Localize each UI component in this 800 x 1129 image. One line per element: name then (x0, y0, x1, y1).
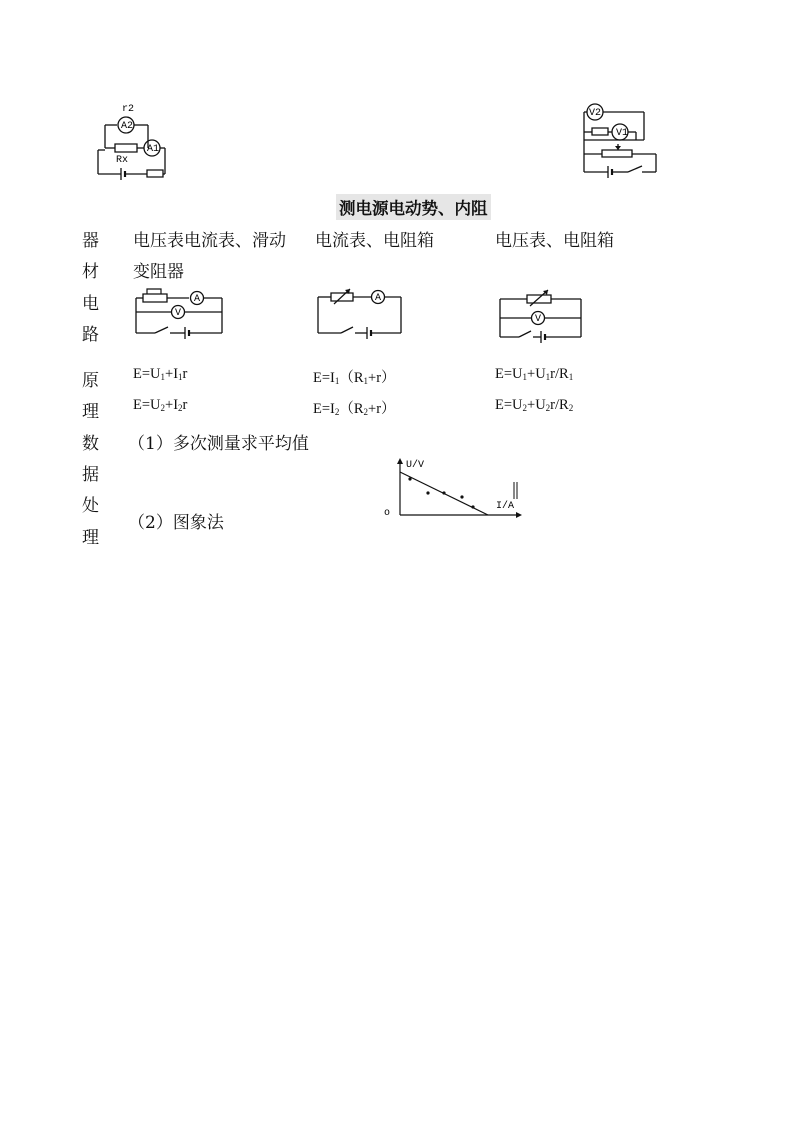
circuit-diagram-1 (133, 288, 233, 340)
formula-col3-row1: $E=U_1+U_1r/R_1$ (495, 366, 574, 382)
data-method-1: （1）多次测量求平均值 (128, 434, 309, 454)
row-label-equipment-2: 材 (82, 262, 99, 282)
svg-text:A: A (194, 294, 201, 305)
svg-text:V2: V2 (589, 108, 602, 119)
svg-text:A: A (375, 293, 382, 304)
rx-label: Rx (116, 155, 129, 166)
formula-col3-row2: $E=U_2+U_2r/R_2$ (495, 397, 574, 413)
top-left-circuit-diagram (95, 100, 185, 185)
data-point (408, 477, 411, 480)
equipment-col1-line2: 变阻器 (133, 262, 184, 282)
data-method-2: （2）图象法 (128, 513, 224, 533)
formula-col2-row2: $E=I_2(R_2+r)$ (313, 401, 396, 417)
rheostat-icon (143, 294, 167, 302)
row-label-circuit-1: 电 (82, 294, 99, 314)
rheostat-icon (602, 150, 632, 157)
data-point (442, 491, 445, 494)
page-title: 测电源电动势、内阻 (336, 194, 491, 220)
resistance-box-icon (527, 295, 551, 303)
svg-text:V1: V1 (616, 128, 629, 139)
svg-text:V: V (175, 308, 182, 319)
row-label-data-2: 据 (82, 465, 99, 485)
row-label-principle-1: 原 (82, 371, 99, 391)
row-label-equipment-1: 器 (82, 231, 99, 251)
row-label-circuit-2: 路 (82, 325, 99, 345)
data-point (471, 505, 474, 508)
data-point (426, 491, 429, 494)
svg-text:A2: A2 (121, 121, 134, 132)
equipment-col2: 电流表、电阻箱 (315, 231, 434, 251)
resistor-rx-icon (115, 144, 137, 152)
data-point (460, 495, 463, 498)
x-axis-label: I/A (496, 501, 515, 512)
top-right-circuit-diagram (578, 100, 663, 180)
formula-col1-row1: $E=U_1+I_1r$ (133, 366, 188, 382)
equipment-col1-line1: 电压表电流表、滑动 (133, 231, 286, 251)
row-label-data-1: 数 (82, 434, 99, 454)
y-axis-label: U/V (406, 460, 425, 471)
equipment-col3: 电压表、电阻箱 (495, 231, 614, 251)
row-label-data-4: 理 (82, 528, 99, 548)
row-label-principle-2: 理 (82, 402, 99, 422)
circuit-diagram-2 (315, 285, 410, 337)
formula-col2-row1: $E=I_1(R_1+r)$ (313, 370, 396, 386)
svg-text:A1: A1 (147, 144, 160, 155)
u-i-graph (380, 455, 540, 530)
svg-text:V: V (535, 314, 542, 325)
origin-label: o (384, 508, 391, 519)
r2-label: r2 (122, 104, 135, 115)
row-label-data-3: 处 (82, 496, 99, 516)
circuit-diagram-3 (497, 287, 587, 342)
formula-col1-row2: $E=U_2+I_2r$ (133, 397, 188, 413)
